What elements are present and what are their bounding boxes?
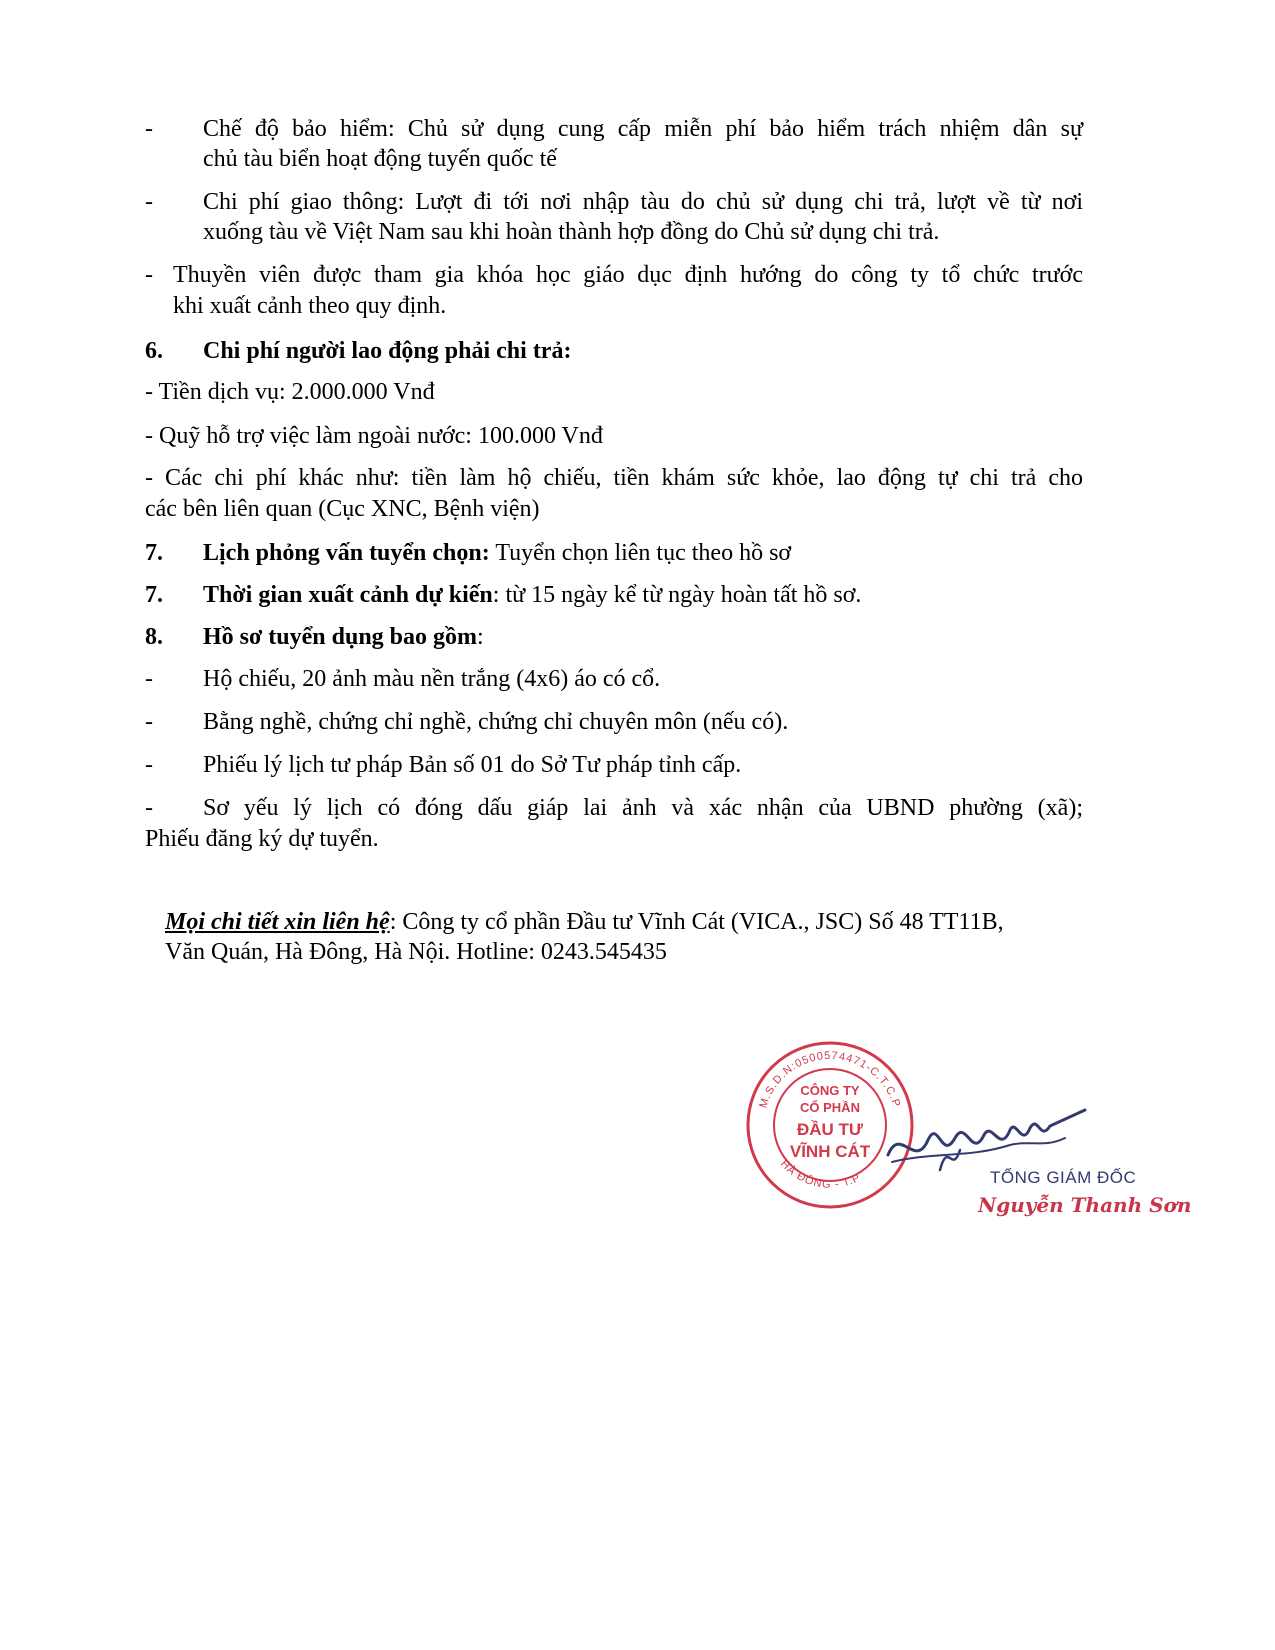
documents-colon: :	[477, 624, 484, 650]
departure-text: : từ 15 ngày kể từ ngày hoàn tất hồ sơ.	[492, 582, 862, 608]
other-costs-line-2: các bên liên quan (Cục XNC, Bệnh viện)	[145, 496, 540, 522]
section-number: 7.	[145, 582, 163, 608]
interview-schedule	[203, 538, 791, 568]
transport-line-2: xuống tàu về Việt Nam sau khi hoàn thành hợp đồng do Chủ sử dụng chi trả.	[203, 219, 940, 245]
documents-heading: Hồ sơ tuyển dụng bao gồm	[203, 624, 478, 650]
contact-line-2: Văn Quán, Hà Đông, Hà Nội. Hotline: 0243.545435	[165, 939, 667, 965]
bullet-dash: -	[145, 666, 153, 692]
orientation-line-1: Thuyền viên được tham gia khóa học giáo dục định hướng do công ty tổ chức trước	[173, 262, 1083, 288]
section-number: 6.	[145, 338, 163, 364]
section6-heading: Chi phí người lao động phải chi trả:	[203, 338, 572, 364]
svg-text:HÀ ĐÔNG - T.P: HÀ ĐÔNG - T.P	[777, 1157, 863, 1191]
document-item-certificates: Bằng nghề, chứng chỉ nghề, chứng chỉ chuyên môn (nếu có).	[203, 709, 789, 735]
interview-heading: Lịch phỏng vấn tuyển chọn:	[203, 540, 490, 566]
section-number: 8.	[145, 624, 163, 650]
interview-text: Tuyển chọn liên tục theo hồ sơ	[489, 540, 792, 566]
signatory-title: TỔNG GIÁM ĐỐC	[990, 1168, 1137, 1187]
overseas-fund: - Quỹ hỗ trợ việc làm ngoài nước: 100.000 Vnđ	[145, 423, 603, 449]
document-item-judicial-record: Phiếu lý lịch tư pháp Bản số 01 do Sở Tư pháp tỉnh cấp.	[203, 752, 742, 778]
service-fee: - Tiền dịch vụ: 2.000.000 Vnđ	[145, 379, 435, 405]
svg-text:VĨNH CÁT: VĨNH CÁT	[789, 1142, 871, 1161]
insurance-line-1: Chế độ bảo hiểm: Chủ sử dụng cung cấp miễn phí bảo hiểm trách nhiệm dân sự	[203, 116, 1083, 142]
bullet-dash: -	[145, 752, 153, 778]
bullet-dash: -	[145, 795, 153, 821]
section-number: 7.	[145, 540, 163, 566]
insurance-line-2: chủ tàu biển hoạt động tuyến quốc tế	[203, 146, 557, 172]
cv-line-1: Sơ yếu lý lịch có đóng dấu giáp lai ảnh và xác nhận của UBND phường (xã);	[203, 795, 1083, 821]
contact-label: Mọi chi tiết xin liên hệ	[165, 909, 390, 935]
documents-heading-line	[203, 622, 484, 652]
svg-text:M.S.D.N:0500574471-C.T.C.P: M.S.D.N:0500574471-C.T.C.P	[757, 1049, 903, 1110]
contact-text: : Công ty cổ phần Đầu tư Vĩnh Cát (VICA., JSC) Số 48 TT11B,	[389, 909, 1004, 935]
bullet-dash: -	[145, 116, 153, 142]
svg-text:ĐẦU TƯ: ĐẦU TƯ	[796, 1120, 864, 1139]
orientation-line-2: khi xuất cảnh theo quy định.	[173, 293, 447, 319]
signatory-name: Nguyễn Thanh Sơn	[978, 1193, 1192, 1217]
other-costs-line-1: - Các chi phí khác như: tiền làm hộ chiếu, tiền khám sức khỏe, lao động tự chi trả cho	[145, 465, 1083, 491]
contact-line-1	[165, 907, 1004, 937]
document-item-passport: Hộ chiếu, 20 ảnh màu nền trắng (4x6) áo có cổ.	[203, 666, 661, 692]
bullet-dash: -	[145, 189, 153, 215]
transport-line-1: Chi phí giao thông: Lượt đi tới nơi nhập tàu do chủ sử dụng chi trả, lượt về từ nơi	[203, 189, 1083, 215]
bullet-dash: -	[145, 262, 153, 288]
bullet-dash: -	[145, 709, 153, 735]
svg-text:CÔNG TY: CÔNG TY	[800, 1083, 860, 1098]
cv-line-2: Phiếu đăng ký dự tuyển.	[145, 826, 379, 852]
svg-text:CỔ PHẦN: CỔ PHẦN	[800, 1100, 860, 1115]
departure-time	[203, 580, 861, 610]
departure-heading: Thời gian xuất cảnh dự kiến	[203, 582, 493, 608]
